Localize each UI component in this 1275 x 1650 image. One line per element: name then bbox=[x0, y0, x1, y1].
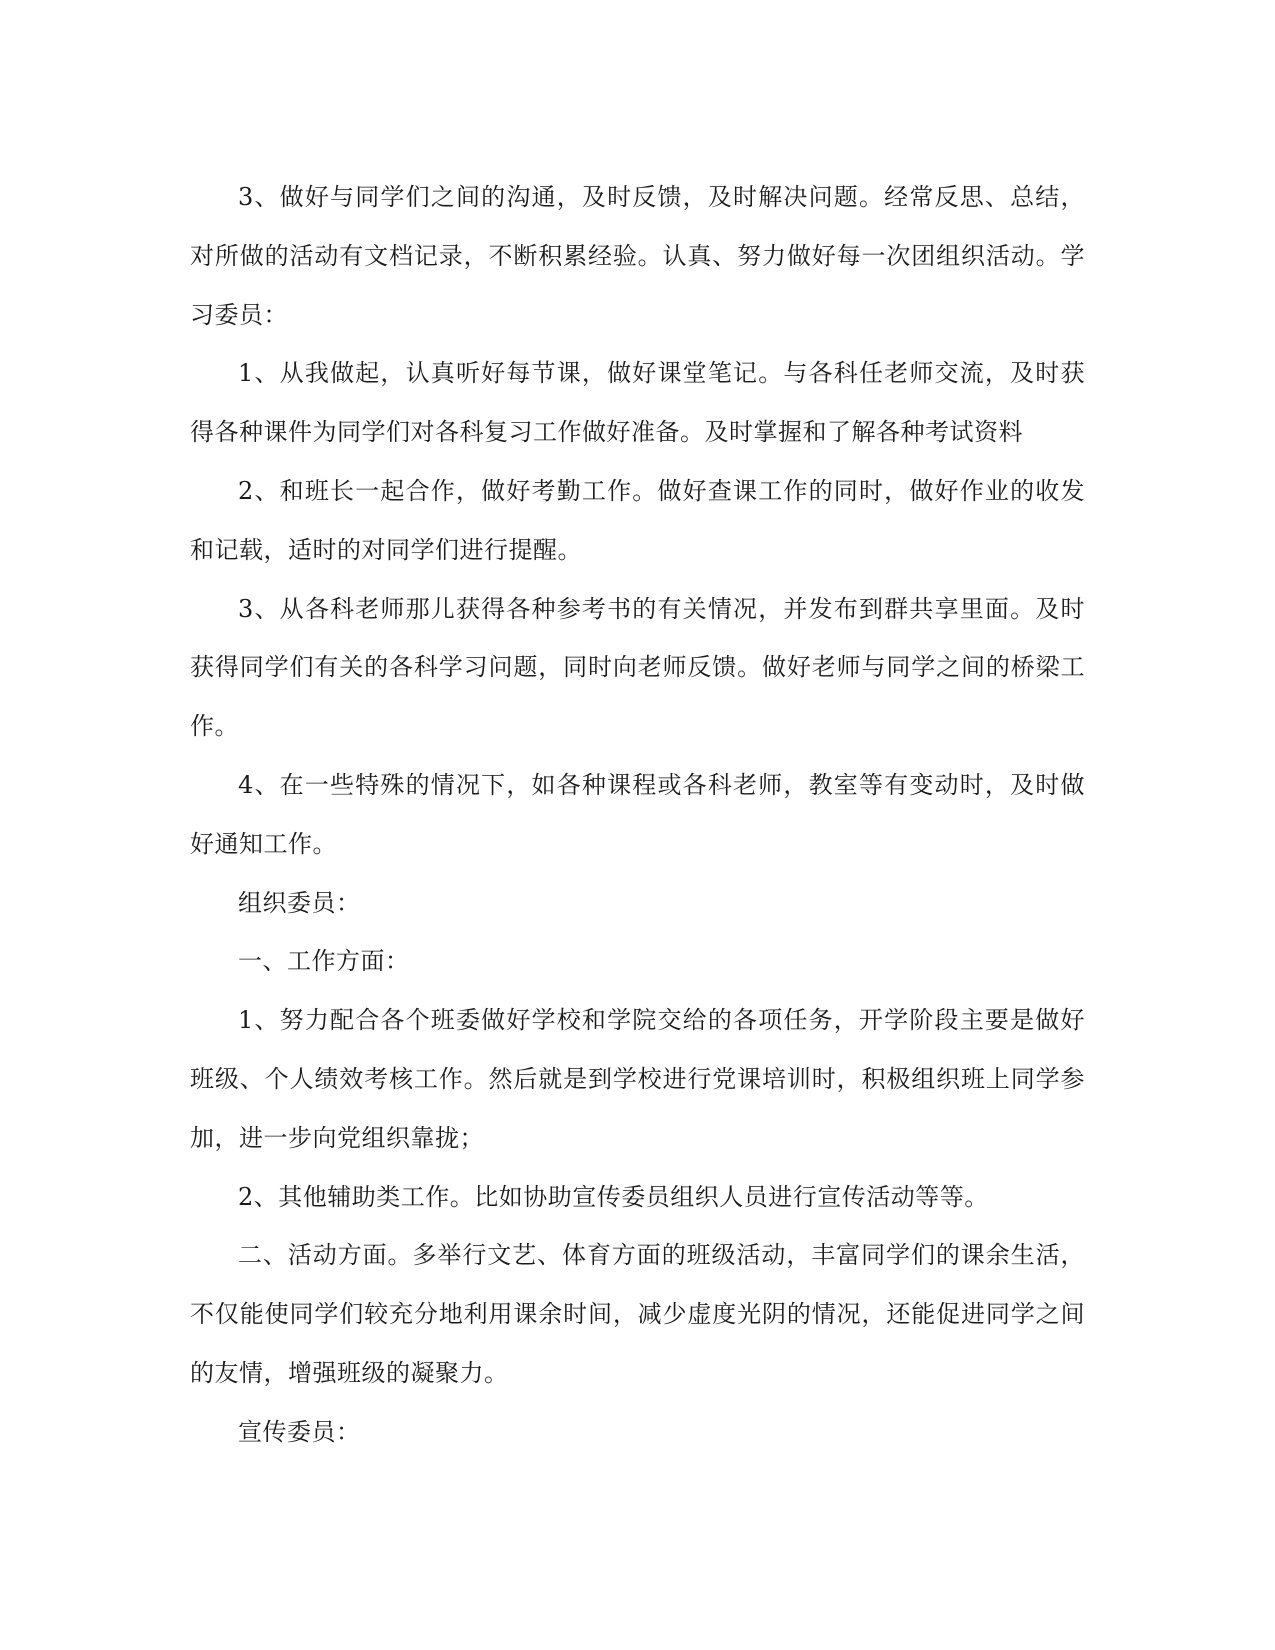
subheading-work: 一、工作方面： bbox=[238, 947, 410, 976]
paragraph-10: 二、活动方面。多举行文艺、体育方面的班级活动，丰富同学们的课余生活，不仅能使同学们较充分地利用课余时间，减少虚度光阴的情况，还能促进同学之间的友情，增强班级的凝聚力。 bbox=[190, 1241, 1085, 1387]
paragraph-9: 2、其他辅助类工作。比如协助宣传委员组织人员进行宣传活动等等。 bbox=[238, 1182, 989, 1211]
paragraph-1: 3、做好与同学们之间的沟通，及时反馈，及时解决问题。经常反思、总结，对所做的活动有文档记录，不断积累经验。认真、努力做好每一次团组织活动。学习委员： bbox=[190, 183, 1085, 329]
paragraph-8: 1、努力配合各个班委做好学校和学院交给的各项任务，开学阶段主要是做好班级、个人绩效考核工作。然后就是到学校进行党课培训时，积极组织班上同学参加，进一步向党组织靠拢； bbox=[190, 1006, 1085, 1152]
paragraph-4: 3、从各科老师那儿获得各种参考书的有关情况，并发布到群共享里面。及时获得同学们有关的各科学习问题，同时向老师反馈。做好老师与同学之间的桥梁工作。 bbox=[190, 594, 1085, 741]
paragraph-3: 2、和班长一起合作，做好考勤工作。做好查课工作的同时，做好作业的收发和记载，适时的对同学们进行提醒。 bbox=[190, 476, 1085, 564]
paragraph-2: 1、从我做起，认真听好每节课，做好课堂笔记。与各科任老师交流，及时获得各种课件为同学们对各科复习工作做好准备。及时掌握和了解各种考试资料 bbox=[190, 359, 1085, 447]
paragraph-5: 4、在一些特殊的情况下，如各种课程或各科老师，教室等有变动时，及时做好通知工作。 bbox=[190, 770, 1085, 858]
document-body bbox=[190, 168, 1085, 1462]
section-heading-organization: 组织委员： bbox=[238, 888, 361, 917]
section-heading-publicity: 宣传委员： bbox=[238, 1417, 361, 1446]
